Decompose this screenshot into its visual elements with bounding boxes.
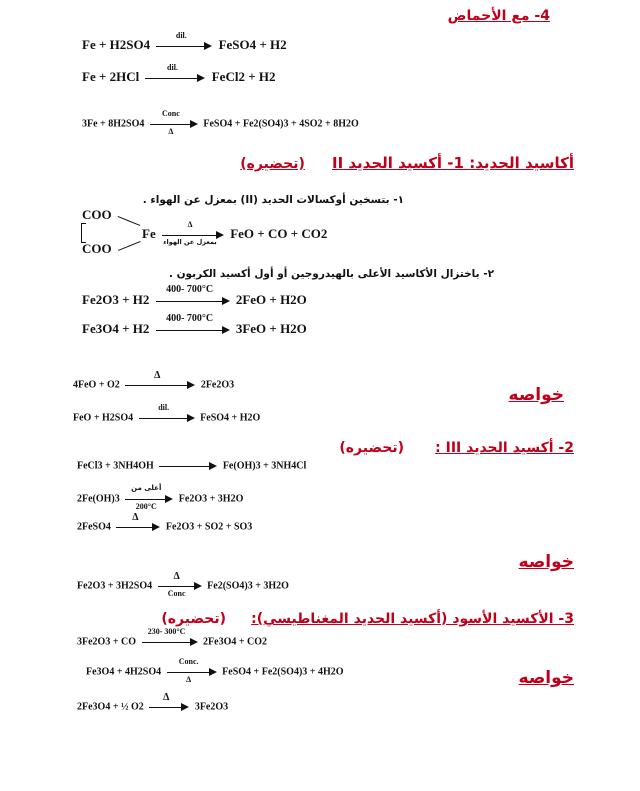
equation-9 bbox=[77, 460, 306, 472]
properties-heading-3: خواصه bbox=[518, 668, 574, 688]
equation-5-left: Fe2O3 + H2 bbox=[82, 292, 150, 307]
oxalate-bottom: COO bbox=[82, 241, 112, 256]
reaction-arrow bbox=[125, 484, 173, 511]
equation-13-left: 3Fe2O3 + CO bbox=[77, 636, 137, 648]
arrow-condition: 230- 300°C bbox=[147, 627, 186, 636]
equation-7-right: 2Fe2O3 bbox=[200, 379, 235, 391]
reaction-arrow bbox=[159, 460, 217, 472]
equation-14-left: Fe3O4 + 4H2SO4 bbox=[86, 666, 162, 678]
reaction-arrow bbox=[158, 571, 202, 598]
equation-7 bbox=[73, 370, 235, 391]
equation-6-right: 3FeO + H2O bbox=[235, 321, 307, 336]
arrow-condition-bottom: بمعزل عن الهواء bbox=[163, 238, 217, 247]
equation-15-left: 2Fe3O4 + ½ O2 bbox=[77, 701, 144, 713]
arrow-condition: dil. bbox=[158, 403, 170, 412]
arrow-condition-bottom: 200°C bbox=[135, 502, 157, 511]
reaction-arrow bbox=[156, 284, 230, 307]
equation-1-right: FeSO4 + H2 bbox=[218, 37, 287, 52]
equation-9-left: FeCl3 + 3NH4OH bbox=[77, 460, 154, 472]
equation-4-right: FeO + CO + CO2 bbox=[230, 226, 328, 241]
equation-8 bbox=[73, 403, 261, 424]
equation-3 bbox=[82, 109, 359, 136]
equation-5-right: 2FeO + H2O bbox=[235, 292, 307, 307]
oxide-3-title: 2- أكسيد الحديد III : bbox=[435, 440, 574, 456]
properties-heading-1: خواصه bbox=[508, 385, 564, 405]
arrow-condition: dil. bbox=[167, 63, 178, 73]
method-2-note: ٢- باختزال الأكاسيد الأعلى بالهيدروجين أو أول أكسيد الكربون . bbox=[168, 268, 494, 280]
equation-11-left: 2FeSO4 bbox=[77, 521, 111, 533]
reaction-arrow bbox=[149, 692, 189, 713]
arrow-condition: Δ bbox=[132, 512, 139, 523]
arrow-condition-top: Δ bbox=[187, 220, 193, 230]
reaction-arrow bbox=[162, 220, 224, 247]
iron-oxides-title: أكاسيد الحديد: 1- أكسيد الحديد II bbox=[332, 154, 574, 172]
reaction-arrow bbox=[156, 313, 230, 336]
oxalate-bracket bbox=[81, 223, 86, 243]
arrow-condition: 400- 700°C bbox=[166, 313, 214, 325]
equation-6-left: Fe3O4 + H2 bbox=[82, 321, 150, 336]
reaction-arrow bbox=[125, 370, 195, 391]
equation-6 bbox=[82, 313, 307, 337]
reaction-arrow bbox=[145, 63, 205, 84]
prep-label: (تحضيره) bbox=[339, 440, 405, 456]
section-title-acids: 4- مع الأحماض bbox=[447, 8, 550, 24]
oxalate-bond-bottom bbox=[118, 241, 141, 251]
equation-12 bbox=[77, 571, 289, 598]
oxide-3-heading bbox=[339, 437, 574, 456]
arrow-condition-top: Conc bbox=[161, 109, 180, 118]
equation-9-right: Fe(OH)3 + 3NH4Cl bbox=[222, 460, 307, 472]
oxalate-top: COO bbox=[82, 207, 112, 222]
equation-12-left: Fe2O3 + 3H2SO4 bbox=[77, 580, 153, 592]
arrow-condition-bottom: Δ bbox=[168, 127, 174, 136]
arrow-condition-top: Conc. bbox=[178, 657, 199, 666]
equation-1 bbox=[82, 31, 287, 53]
reaction-arrow bbox=[142, 627, 198, 648]
arrow-condition: dil. bbox=[175, 31, 187, 41]
black-oxide-title: 3- الأكسيد الأسود (أكسيد الحديد المغناطيسي): bbox=[251, 611, 574, 627]
reaction-arrow bbox=[156, 31, 212, 52]
black-oxide-heading bbox=[161, 608, 574, 627]
iron-oxides-heading bbox=[240, 153, 574, 172]
equation-8-right: FeSO4 + H2O bbox=[200, 412, 261, 424]
equation-15 bbox=[77, 692, 229, 713]
equation-4-metal: Fe bbox=[142, 226, 156, 241]
equation-5 bbox=[82, 284, 307, 308]
equation-2-left: Fe + 2HCl bbox=[82, 69, 140, 84]
equation-10-right: Fe2O3 + 3H2O bbox=[178, 493, 244, 505]
equation-7-left: 4FeO + O2 bbox=[73, 379, 120, 391]
equation-15-right: 3Fe2O3 bbox=[194, 701, 229, 713]
reaction-arrow bbox=[139, 403, 195, 424]
prep-label: (تحضيره) bbox=[240, 156, 305, 172]
equation-3-left: 3Fe + 8H2SO4 bbox=[82, 118, 145, 130]
arrow-condition-top: Δ bbox=[173, 571, 180, 582]
equation-11 bbox=[77, 512, 253, 533]
equation-2 bbox=[82, 63, 276, 85]
reaction-arrow bbox=[150, 109, 198, 136]
oxalate-bond-top bbox=[118, 216, 141, 226]
equation-10 bbox=[77, 484, 244, 511]
equation-2-right: FeCl2 + H2 bbox=[211, 69, 276, 84]
equation-14-right: FeSO4 + Fe2(SO4)3 + 4H2O bbox=[222, 666, 344, 678]
equation-10-left: 2Fe(OH)3 bbox=[77, 493, 120, 505]
arrow-condition-bottom: Conc bbox=[167, 589, 186, 598]
reaction-arrow bbox=[167, 657, 217, 684]
arrow-condition-top: أعلى من bbox=[131, 484, 162, 492]
equation-1-left: Fe + H2SO4 bbox=[82, 37, 151, 52]
equation-13 bbox=[77, 627, 268, 648]
arrow-condition: Δ bbox=[163, 692, 170, 703]
arrow-condition: 400- 700°C bbox=[166, 284, 214, 296]
prep-label: (تحضيره) bbox=[161, 611, 227, 627]
equation-8-left: FeO + H2SO4 bbox=[73, 412, 134, 424]
arrow-condition: Δ bbox=[154, 370, 161, 381]
equation-13-right: 2Fe3O4 + CO2 bbox=[203, 636, 268, 648]
equation-12-right: Fe2(SO4)3 + 3H2O bbox=[207, 580, 289, 592]
equation-14 bbox=[86, 657, 344, 684]
reaction-arrow bbox=[116, 512, 160, 533]
equation-4 bbox=[142, 220, 328, 247]
method-1-note: ١- بتسخين أوكسالات الحديد (II) بمعزل عن الهواء . bbox=[142, 194, 404, 206]
properties-heading-2: خواصه bbox=[518, 552, 574, 572]
equation-3-right: FeSO4 + Fe2(SO4)3 + 4SO2 + 8H2O bbox=[203, 118, 359, 130]
arrow-condition-bottom: Δ bbox=[186, 675, 192, 684]
equation-11-right: Fe2O3 + SO2 + SO3 bbox=[165, 521, 253, 533]
